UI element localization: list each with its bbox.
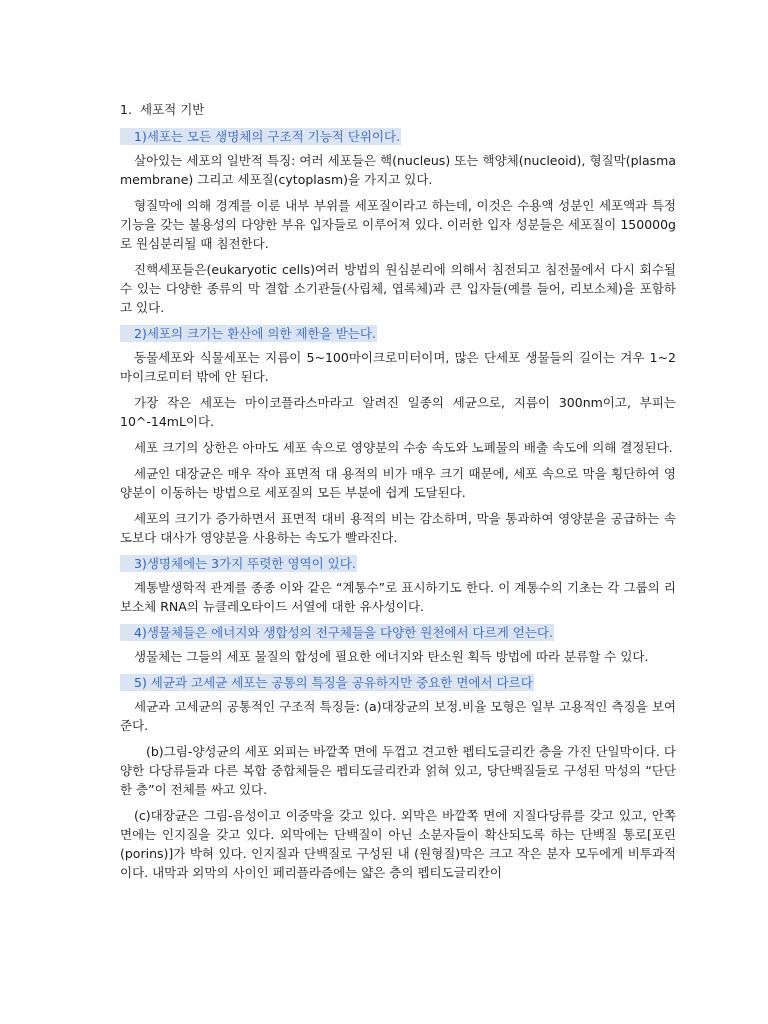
paragraph: 세포 크기의 상한은 아마도 세포 속으로 영양분의 수송 속도와 노폐물의 배출 속도에 의해 결정된다.: [134, 440, 673, 455]
paragraph: 생물체는 그들의 세포 물질의 합성에 필요한 에너지와 탄소원 획득 방법에 따라 분류할 수 있다.: [134, 649, 649, 664]
paragraph: (b)그림-양성균의 세포 외피는 바깥쪽 면에 두껍고 견고한 펩티도글리칸 층을 가진 단일막이다. 다양한 다당류들과 다른 복합 중합체들은 펩티도글리칸과 얽혀 있고, 당단백질들로 구성된 막성의 “단단한 층”이 전체를 싸고 있다.: [120, 744, 676, 797]
section-heading: 5) 세균과 고세균 세포는 공통의 특징을 공유하지만 중요한 면에서 다르다: [120, 673, 676, 693]
document-title: [120, 100, 676, 120]
section-heading: 4)생물체들은 에너지와 생합성의 전구체들을 다양한 원천에서 다르게 얻는다.: [120, 623, 676, 643]
paragraph: (c)대장균은 그림-음성이고 이중막을 갖고 있다. 외막은 바깥쪽 면에 지질다당류를 갖고 있고, 안쪽 면에는 인지질을 갖고 있다. 외막에는 단백질이 아닌 소분자들이 확산되도록 하는 단백질 통로[포린(porins)]가 박혀 있다. 인지질과 단백질로 구성된 내 (원형질)막은 크고 작은 분자 모두에게 비투과적이다. 내막과 외막의 사이인 페리플라즘에는 얇은 층의 펩티도글리칸이: [120, 808, 676, 880]
title-text: 세포적 기반: [140, 102, 205, 117]
document-page: [120, 100, 676, 889]
paragraph: 살아있는 세포의 일반적 특징: 여러 세포들은 핵(nucleus) 또는 핵양체(nucleoid), 형질막(plasma membrane) 그리고 세포질(cytoplasm)을 가지고 있다.: [120, 153, 676, 187]
title-number: 1.: [120, 102, 132, 117]
paragraph: 세포의 크기가 증가하면서 표면적 대비 용적의 비는 감소하며, 막을 통과하여 영양분을 공급하는 속도보다 대사가 영양분을 사용하는 속도가 빨라진다.: [120, 511, 676, 545]
paragraph: 세균과 고세균의 공통적인 구조적 특징들: (a)대장균의 보정.비율 모형은 일부 고용적인 측징을 보여 준다.: [120, 699, 676, 733]
paragraph: 진핵세포들은(eukaryotic cells)여러 방법의 원심분리에 의해서 침전되고 침전물에서 다시 회수될 수 있는 다양한 종류의 막 결합 소기관들(사립체, 엽록체)과 큰 입자들(예를 들어, 리보소체)을 포함하고 있다.: [120, 262, 676, 315]
section-heading: 3)생명체에는 3가지 뚜렷한 영역이 있다.: [120, 554, 676, 574]
paragraph: 가장 작은 세포는 마이코플라스마라고 알려진 일종의 세균으로, 지름이 300nm이고, 부피는 10^-14mL이다.: [120, 395, 676, 429]
paragraph: 세균인 대장균은 매우 작아 표면적 대 용적의 비가 매우 크기 때문에, 세포 속으로 막을 횡단하여 영양분이 이동하는 방법으로 세포질의 모든 부분에 쉽게 도달된다.: [120, 466, 676, 500]
section-heading: 2)세포의 크기는 환산에 의한 제한을 받는다.: [120, 324, 676, 344]
section-heading: 1)세포는 모든 생명체의 구조적 기능적 단위이다.: [120, 127, 676, 147]
paragraph: 동물세포와 식물세포는 지름이 5~100마이크로미터이며, 많은 단세포 생물들의 길이는 겨우 1~2마이크로미터 밖에 안 된다.: [120, 350, 676, 384]
paragraph: 계통발생학적 관계를 종종 이와 같은 “계통수”로 표시하기도 한다. 이 계통수의 기초는 각 그룹의 리보소체 RNA의 뉴클레오타이드 서열에 대한 유사성이다.: [120, 580, 676, 614]
paragraph: 형질막에 의해 경계를 이룬 내부 부위를 세포질이라고 하는데, 이것은 수용액 성분인 세포액과 특정 기능을 갖는 불용성의 다양한 부유 입자들로 이루어져 있다. 이러한 입자 성분들은 세포질이 150000g로 원심분리될 때 침전한다.: [120, 198, 676, 251]
